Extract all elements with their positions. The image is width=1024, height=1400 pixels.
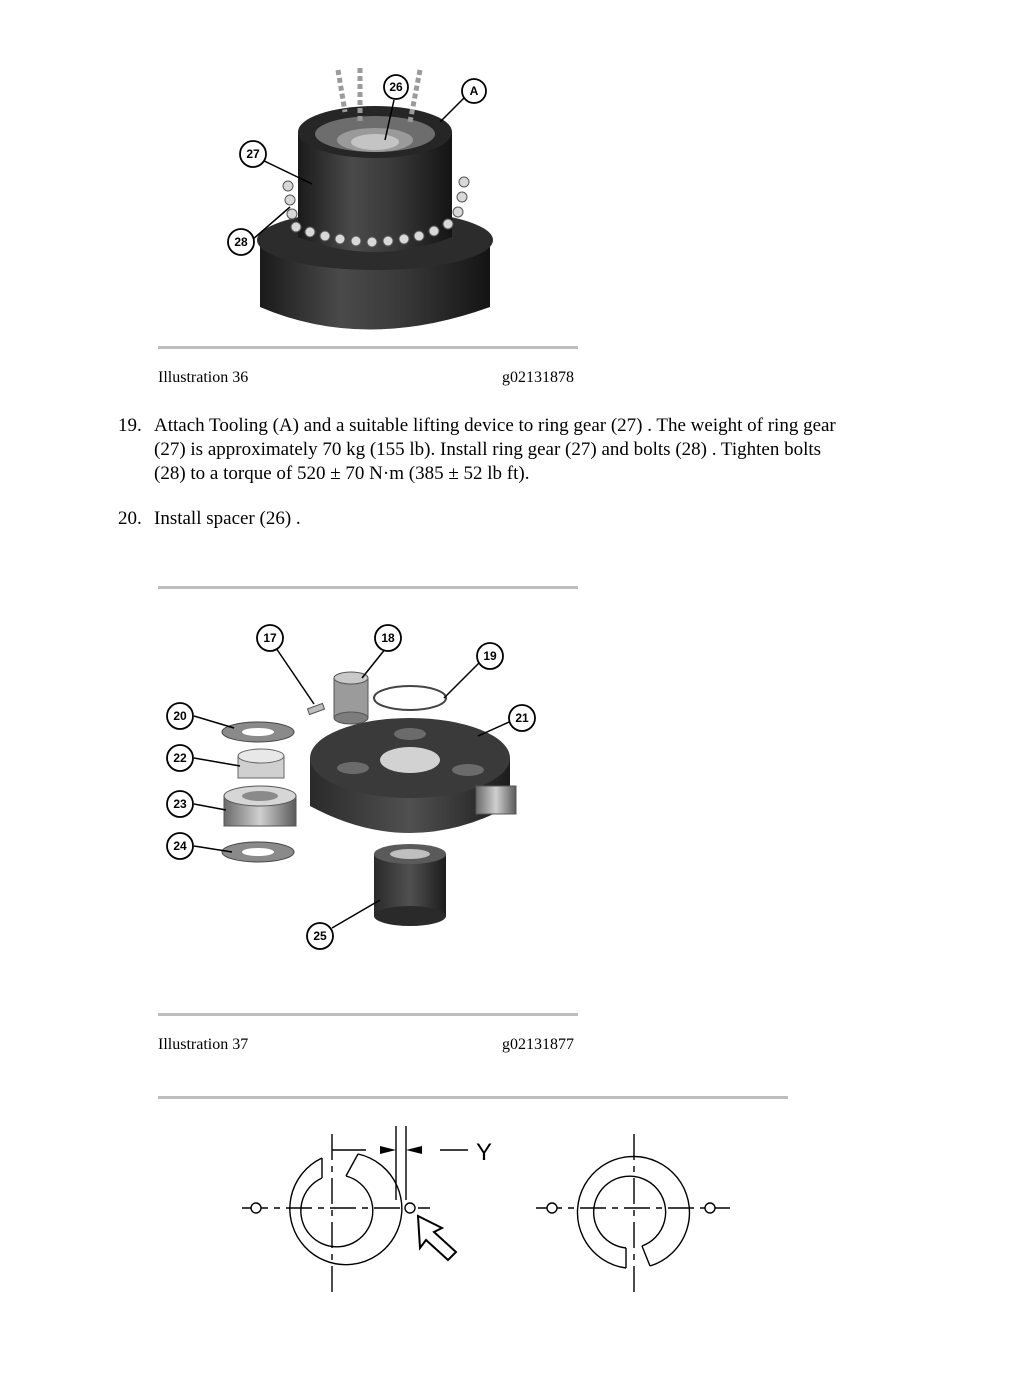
step-line: (27) is approximately 70 kg (155 lb). Install ring gear (27) and bolts (28) . Tighten bolts (154, 439, 822, 460)
illustration-36-code: g02131878 (502, 369, 574, 386)
step-line: Attach Tooling (A) and a suitable lifting device to ring gear (27) . The weight of ring gear (154, 415, 836, 436)
step-line: (28) to a torque of 520 ± 70 N·m (385 ± 52 lb ft). (154, 463, 530, 484)
step-line: Install spacer (26) . (154, 508, 301, 529)
step-19 (118, 414, 918, 486)
callout-23: 23 (173, 797, 187, 811)
illustration-37-planetary-carrier (158, 610, 578, 980)
step-20 (118, 507, 918, 531)
callout-25: 25 (313, 929, 327, 943)
callout-26: 26 (389, 80, 403, 94)
illustration-37-caption: Illustration 37 (158, 1036, 249, 1053)
callout-17: 17 (263, 631, 277, 645)
callout-28: 28 (234, 235, 248, 249)
step-text (154, 507, 914, 531)
callout-20: 20 (173, 709, 187, 723)
illustration-spacer-orientation (230, 1120, 750, 1300)
step-number: 20. (118, 508, 142, 529)
caption-rule-37 (158, 1013, 578, 1016)
callout-a: A (469, 84, 479, 98)
caption-rule-36 (158, 346, 578, 349)
callout-19: 19 (483, 649, 497, 663)
step-number: 19. (118, 415, 142, 436)
illustration-37-code: g02131877 (502, 1036, 574, 1053)
step-text (154, 414, 914, 486)
illustration-36-caption: Illustration 36 (158, 369, 249, 386)
callout-22: 22 (173, 751, 187, 765)
figure-rule-38-top (158, 1096, 788, 1099)
callout-24: 24 (173, 839, 187, 853)
dimension-label-y: Y (476, 1139, 493, 1166)
callout-18: 18 (381, 631, 395, 645)
illustration-36-ring-gear (220, 62, 510, 332)
callout-21: 21 (515, 711, 529, 725)
callout-27: 27 (246, 147, 260, 161)
figure-rule-37-top (158, 586, 578, 589)
